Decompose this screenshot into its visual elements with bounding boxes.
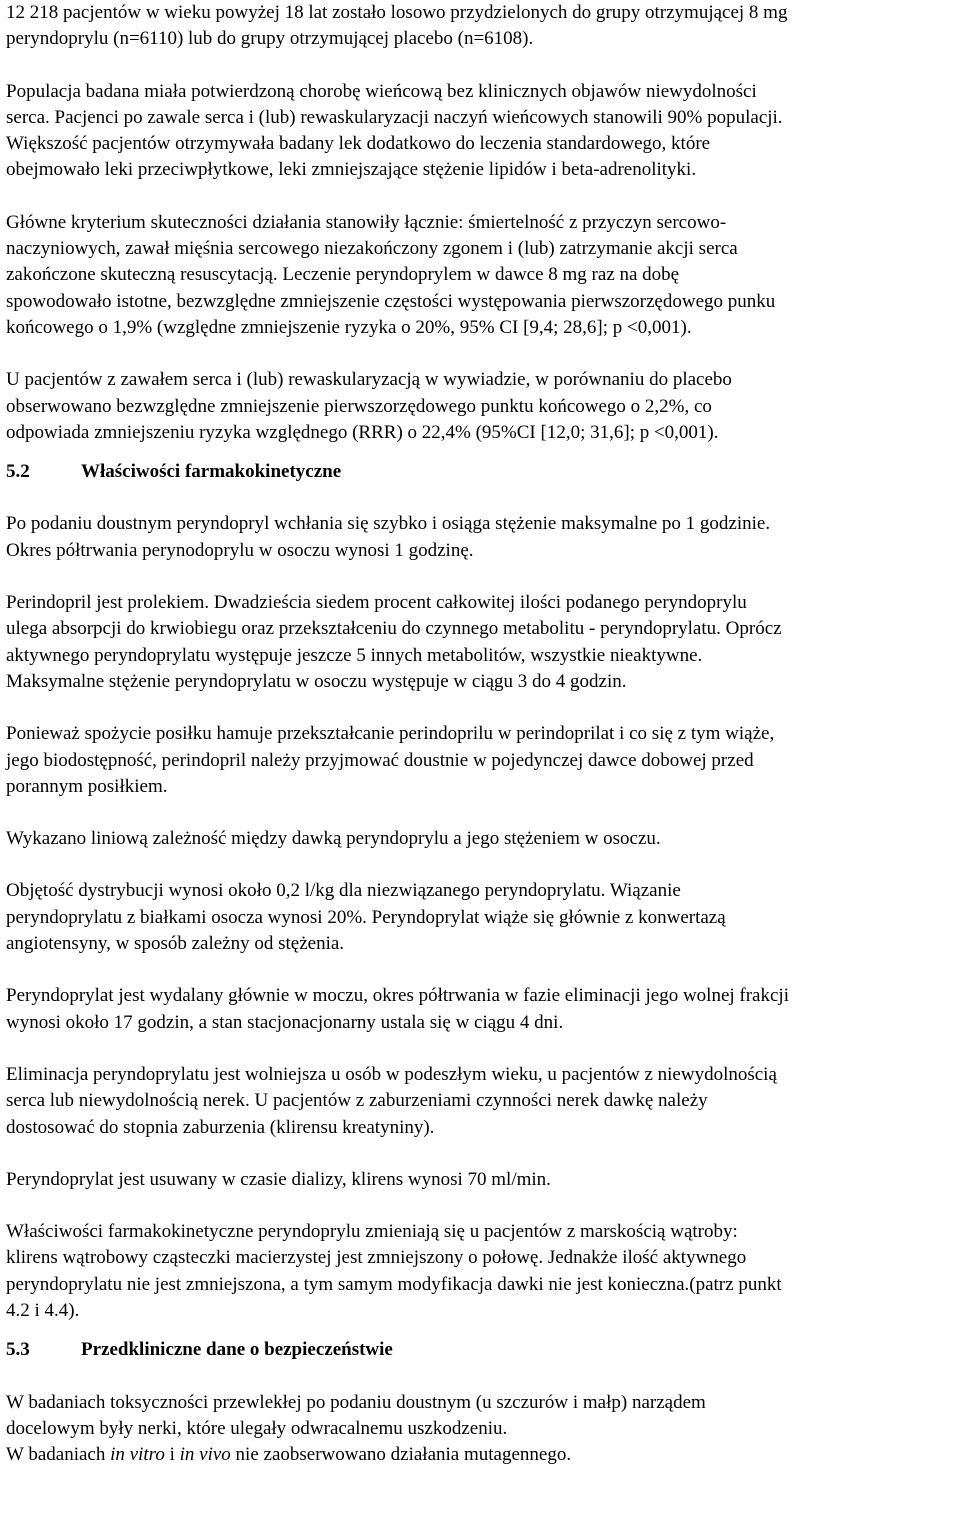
- paragraph-special-populations: Eliminacja peryndoprylatu jest wolniejsza u osób w podeszłym wieku, u pacjentów z niewydolnością serca lub niewydolnością nerek. U pacjentów z zaburzeniami czynności nerek dawkę należy dostosować do stopnia zaburzenia (klirensu kreatyniny).: [6, 1063, 777, 1138]
- paragraph-mi-subgroup: U pacjentów z zawałem serca i (lub) rewaskularyzacją w wywiadzie, w porównaniu do placebo obserwowano bezwzględne zmniejszenie pierwszorzędowego punktu końcowego o 2,2%, co odpowiada zmniejszeniu ryzyka względnego (RRR) o 22,4% (95%CI [12,0; 31,6]; p <0,001).: [6, 369, 732, 443]
- section-number: 5.2: [6, 461, 30, 483]
- section-title: Właściwości farmakokinetyczne: [81, 461, 342, 483]
- paragraph-population-characteristics: Populacja badana miała potwierdzoną chorobę wieńcową bez klinicznych objawów niewydolności serca. Pacjenci po zawale serca i (lub) rewaskularyzacji naczyń wieńcowych stanowili 90% populacji. Większość pacjentów otrzymywała badany lek dodatkowo do leczenia standardowego, które obejmowało leki przeciwpłytkowe, leki zmniejszające stężenie lipidów i beta-adrenolityki.: [6, 80, 783, 181]
- document-page: [6, 0, 958, 1468]
- paragraph-food-effect: Ponieważ spożycie posiłku hamuje przekształcanie perindoprilu w perindoprilat i co się z tym wiąże, jego biodostępność, perindopril należy przyjmować doustnie w pojedynczej dawce dobowej przed porannym posiłkiem.: [6, 723, 775, 797]
- section-number: 5.3: [6, 1339, 30, 1361]
- italic-term: in vivo: [179, 1444, 231, 1466]
- paragraph-study-population: 12 218 pacjentów w wieku powyżej 18 lat zostało losowo przydzielonych do grupy otrzymującej 8 mg peryndoprylu (n=6110) lub do grupy otrzymującej placebo (n=6108).: [6, 2, 788, 50]
- paragraph-mutagenicity: [6, 1442, 958, 1468]
- italic-term: in vitro: [110, 1444, 165, 1466]
- paragraph-chronic-toxicity: W badaniach toksyczności przewlekłej po podaniu doustnym (u szczurów i małp) narządem docelowym były nerki, które ulegały odwracalnemu uszkodzeniu.: [6, 1391, 706, 1439]
- paragraph-hepatic-impairment: Właściwości farmakokinetyczne peryndoprylu zmieniają się u pacjentów z marskością wątroby: klirens wątrobowy cząsteczki macierzystej jest zmniejszony o połowę. Jednakże ilość aktywnego peryndoprylatu nie jest zmniejszona, a tym samym modyfikacja dawki nie jest konieczna.(patrz punkt 4.2 i 4.4).: [6, 1221, 782, 1321]
- section-heading-5-2: [6, 459, 958, 485]
- paragraph-primary-endpoint: Główne kryterium skuteczności działania stanowiły łącznie: śmiertelność z przyczyn sercowo- naczyniowych, zawał mięśnia sercowego niezakończony zgonem i (lub) zatrzymanie akcji serca zakończone skuteczną resuscytacją. Leczenie peryndoprylem w dawce 8 mg raz na dobę spowodowało istotne, bezwzględne zmniejszenie częstości występowania pierwszorzędowego punku końcowego o 1,9% (względne zmniejszenie ryzyka o 20%, 95% CI [9,4; 28,6]; p <0,001).: [6, 211, 776, 338]
- paragraph-absorption: Po podaniu doustnym peryndopryl wchłania się szybko i osiąga stężenie maksymalne po 1 godzinie. Okres półtrwania perynodoprylu w osoczu wynosi 1 godzinę.: [6, 513, 771, 561]
- text-run: W badaniach: [6, 1444, 111, 1466]
- section-heading-5-3: [6, 1337, 958, 1363]
- text-run: i: [164, 1444, 180, 1466]
- paragraph-dialysis: Peryndoprylat jest usuwany w czasie dializy, klirens wynosi 70 ml/min.: [6, 1168, 551, 1190]
- paragraph-distribution: Objętość dystrybucji wynosi około 0,2 l/kg dla niezwiązanego peryndoprylatu. Wiązanie peryndoprylatu z białkami osocza wynosi 20%. Peryndoprylat wiąże się głównie z konwertazą angiotensyny, w sposób zależny od stężenia.: [6, 880, 726, 955]
- text-run: nie zaobserwowano działania mutagennego.: [230, 1444, 572, 1466]
- paragraph-prodrug: Perindopril jest prolekiem. Dwadzieścia siedem procent całkowitej ilości podanego peryndoprylu ulega absorpcji do krwiobiegu oraz przekształceniu do czynnego metabolitu - peryndoprylatu. Oprócz aktywnego peryndoprylatu występuje jeszcze 5 innych metabolitów, wszystkie nieaktywne. Maksymalne stężenie peryndoprylatu w osoczu występuje w ciągu 3 do 4 godzin.: [6, 592, 782, 692]
- section-title: Przedkliniczne dane o bezpieczeństwie: [81, 1339, 393, 1361]
- paragraph-linearity: Wykazano liniową zależność między dawką peryndoprylu a jego stężeniem w osoczu.: [6, 828, 661, 850]
- paragraph-elimination: Peryndoprylat jest wydalany głównie w moczu, okres półtrwania w fazie eliminacji jego wolnej frakcji wynosi około 17 godzin, a stan stacjonacjonarny ustala się w ciągu 4 dni.: [6, 985, 789, 1033]
